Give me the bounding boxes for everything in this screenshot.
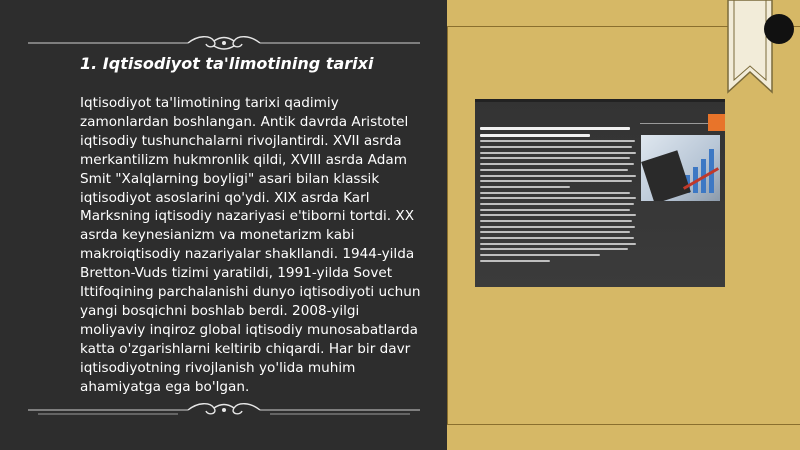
ornament-bottom-icon — [28, 396, 420, 418]
corner-circle-icon — [764, 14, 794, 44]
thumbnail-text-lines — [480, 127, 638, 266]
slide-thumbnail — [475, 99, 725, 287]
bookmark-ribbon-icon — [722, 0, 778, 100]
slide-body-text: Iqtisodiyot ta'limotining tarixi qadimiy zamonlardan boshlangan. Antik davrda Aristotel iqtisodiy tushunchalarni rivojlantirdi. XVII asrda merkantilizm hukmronlik qildi, XVIII asrda Adam Smit "Xalqlarning boyligi" asari bilan klassik iqtisodiyot asoslarini qo'ydi. XIX asrda Karl Marksning iqtisodiy nazariyasi e'tiborni tortdi. XX asrda keynesianizm va monetarizm kabi makroiqtisodiy nazariyalar shakllandi. 1944-yilda Bretton-Vuds tizimi yaratildi, 1991-yilda Sovet Ittifoqining parchalanishi dunyo iqtisodiyoti uchun yangi bosqichni boshlab berdi. 2008-yilgi moliyaviy inqiroz global iqtisodiy munosabatlarda katta o'zgarishlarni keltirib chiqardi. Har bir davr iqtisodiyotning rivojlanish yo'lida muhim ahamiyatga ega bo'lgan. — [80, 95, 421, 395]
thumbnail-accent-square — [708, 114, 725, 131]
frame-line-bottom — [447, 424, 800, 425]
calculator-chart-image — [641, 135, 720, 201]
slide-title: 1. Iqtisodiyot ta'limotining tarixi — [80, 54, 374, 73]
frame-line-left — [447, 26, 448, 424]
ornament-top-icon — [28, 32, 420, 54]
